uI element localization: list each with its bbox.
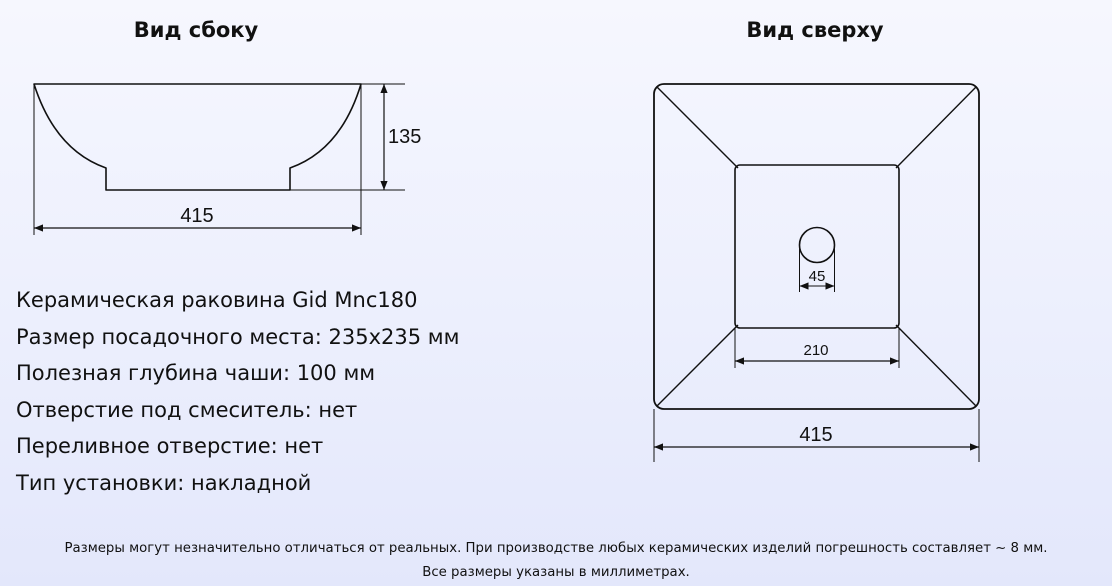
top-view-drawing <box>654 84 979 462</box>
spec-bowl-depth: Полезная глубина чаши: 100 мм <box>16 361 376 386</box>
side-view-title: Вид сбоку <box>133 18 259 42</box>
footer-units-note: Все размеры указаны в миллиметрах. <box>422 565 690 580</box>
bowl-profile <box>34 84 361 190</box>
top-view-title: Вид сверху <box>746 18 884 42</box>
product-specs <box>16 282 459 502</box>
drain-hole <box>800 228 835 263</box>
spec-installation-type: Тип установки: накладной <box>16 470 312 495</box>
corner-edge-top-left <box>657 87 738 168</box>
bottom-width-label: 210 <box>803 342 829 359</box>
spec-model: Керамическая раковина Gid Mnc180 <box>16 288 418 312</box>
footer-disclaimer: Размеры могут незначительно отличаться от реальных. При производстве любых керамических изделий погрешность составляет ~ 8 мм. <box>64 541 1048 556</box>
spec-mounting-size: Размер посадочного места: 235х235 мм <box>16 324 460 349</box>
top-width-label: 415 <box>799 424 833 446</box>
side-view-drawing <box>34 84 421 235</box>
corner-edge-bottom-right <box>896 325 976 406</box>
drain-diameter-label: 45 <box>808 268 826 285</box>
side-width-label: 415 <box>180 205 214 227</box>
corner-edge-top-right <box>896 87 976 168</box>
height-label: 135 <box>388 126 422 148</box>
spec-overflow: Переливное отверстие: нет <box>16 434 324 459</box>
spec-faucet-hole: Отверстие под смеситель: нет <box>16 397 358 422</box>
corner-edge-bottom-left <box>657 325 738 406</box>
basin-bottom <box>735 165 899 328</box>
